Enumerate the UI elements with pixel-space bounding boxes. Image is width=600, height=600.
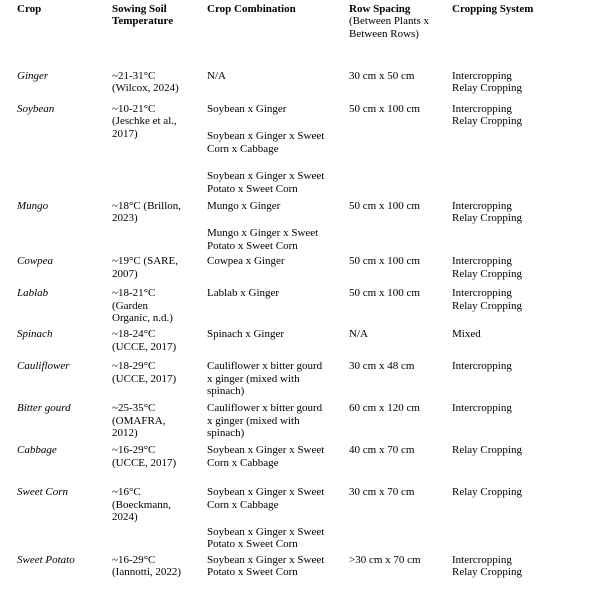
crop-cell xyxy=(17,357,112,399)
cropping-system-line: Intercropping xyxy=(452,200,512,212)
cropping-system-line: Relay Cropping xyxy=(452,566,522,579)
temperature-line: ~25-35°C xyxy=(112,402,156,415)
cropping-system-line: Relay Cropping xyxy=(452,267,522,280)
table-row xyxy=(17,325,600,357)
combination-line: Mungo x Ginger x Sweet xyxy=(207,227,319,240)
header-subline: Between Rows) xyxy=(349,27,419,40)
combination-line: Corn x Cabbage xyxy=(207,142,279,155)
row-spacing-value: 50 cm x 100 cm xyxy=(349,200,420,212)
crop-name: Cabbage xyxy=(17,444,57,457)
combination-line: Soybean x Ginger x Sweet xyxy=(207,526,325,539)
header-line: Temperature xyxy=(112,15,174,28)
crop-cell xyxy=(17,441,112,483)
crop-combination-table xyxy=(17,0,600,598)
temperature-line: (Boeckmann, xyxy=(112,498,171,511)
crop-cell xyxy=(17,399,112,441)
row-spacing-cell xyxy=(349,483,452,551)
cropping-system-cell xyxy=(452,483,600,551)
cropping-system-line: Relay Cropping xyxy=(452,444,522,457)
combination-entry xyxy=(207,287,343,299)
column-header-row-spacing xyxy=(349,0,452,67)
header-subline: (Between Plants x xyxy=(349,15,430,28)
temperature-line: 2024) xyxy=(112,511,138,524)
temperature-cell xyxy=(112,67,207,100)
combination-line: Potato x Sweet Corn xyxy=(207,566,298,579)
temperature-line: (OMAFRA, xyxy=(112,414,166,427)
row-spacing-value: 30 cm x 70 cm xyxy=(349,486,415,499)
combination-line: Cauliflower x bitter gourd xyxy=(207,360,323,373)
temperature-cell xyxy=(112,325,207,357)
combination-line: x ginger (mixed with xyxy=(207,414,300,427)
temperature-cell xyxy=(112,357,207,399)
header-line: Cropping System xyxy=(452,3,534,15)
row-spacing-value: 50 cm x 100 cm xyxy=(349,287,420,300)
table-row xyxy=(17,100,600,197)
combination-cell xyxy=(207,551,349,598)
combination-line: Soybean x Ginger xyxy=(207,103,287,115)
header-line: Sowing Soil xyxy=(112,3,167,15)
combination-cell xyxy=(207,325,349,357)
cropping-system-line: Relay Cropping xyxy=(452,486,522,499)
temperature-cell xyxy=(112,100,207,197)
cropping-system-line: Relay Cropping xyxy=(452,212,522,225)
header-line: Crop Combination xyxy=(207,3,296,15)
combination-line: Potato x Sweet Corn xyxy=(207,538,298,551)
temperature-line: ~18-29°C xyxy=(112,360,156,373)
row-spacing-cell xyxy=(349,357,452,399)
column-header-cropping-system xyxy=(452,0,600,67)
cropping-system-cell xyxy=(452,325,600,357)
combination-line: x ginger (mixed with xyxy=(207,372,300,385)
table-row xyxy=(17,551,600,598)
temperature-line: 2007) xyxy=(112,267,138,280)
combination-line: Potato x Sweet Corn xyxy=(207,239,298,252)
combination-entry xyxy=(207,130,343,155)
temperature-line: ~10-21°C xyxy=(112,103,156,115)
temperature-line: Organic, n.d.) xyxy=(112,312,173,325)
table-row xyxy=(17,399,600,441)
row-spacing-cell xyxy=(349,284,452,325)
combination-entry xyxy=(207,255,343,267)
table-head xyxy=(17,0,600,67)
row-spacing-cell xyxy=(349,197,452,252)
combination-entry xyxy=(207,554,343,579)
combination-cell xyxy=(207,399,349,441)
crop-name: Lablab xyxy=(17,287,49,300)
row-spacing-cell xyxy=(349,441,452,483)
cropping-system-line: Relay Cropping xyxy=(452,299,522,312)
combination-entry xyxy=(207,526,343,551)
cropping-system-cell xyxy=(452,357,600,399)
crop-cell xyxy=(17,284,112,325)
combination-cell xyxy=(207,441,349,483)
crop-name: Cauliflower xyxy=(17,360,70,373)
combination-entry xyxy=(207,360,343,397)
table-row xyxy=(17,67,600,100)
table-row xyxy=(17,197,600,252)
temperature-line: (Garden xyxy=(112,299,149,312)
combination-cell xyxy=(207,100,349,197)
temperature-cell xyxy=(112,551,207,598)
row-spacing-value: 30 cm x 50 cm xyxy=(349,70,415,82)
crop-name: Cowpea xyxy=(17,255,54,268)
temperature-line: 2017) xyxy=(112,127,138,140)
combination-entry xyxy=(207,170,343,195)
cropping-system-line: Intercropping xyxy=(452,360,512,373)
row-spacing-value: 60 cm x 120 cm xyxy=(349,402,420,415)
combination-entry xyxy=(207,444,343,469)
cropping-system-cell xyxy=(452,399,600,441)
combination-entry xyxy=(207,227,343,252)
table-row xyxy=(17,357,600,399)
temperature-cell xyxy=(112,441,207,483)
temperature-line: 2023) xyxy=(112,212,138,225)
combination-line: Corn x Cabbage xyxy=(207,456,279,469)
combination-cell xyxy=(207,67,349,100)
combination-line: spinach) xyxy=(207,427,245,440)
temperature-line: ~18-24°C xyxy=(112,328,156,341)
temperature-cell xyxy=(112,483,207,551)
crop-name: Mungo xyxy=(17,200,49,212)
row-spacing-value: 50 cm x 100 cm xyxy=(349,103,420,115)
combination-line: Soybean x Ginger x Sweet xyxy=(207,444,325,457)
header-line: Crop xyxy=(17,3,42,15)
combination-entry xyxy=(207,200,343,212)
column-header-crop-combination xyxy=(207,0,349,67)
combination-line: Cauliflower x bitter gourd xyxy=(207,402,323,415)
crop-name: Spinach xyxy=(17,328,53,341)
temperature-line: (Iannotti, 2022) xyxy=(112,566,182,579)
temperature-line: (UCCE, 2017) xyxy=(112,456,177,469)
crop-cell xyxy=(17,252,112,284)
temperature-line: (Wilcox, 2024) xyxy=(112,82,179,95)
temperature-cell xyxy=(112,197,207,252)
temperature-line: (UCCE, 2017) xyxy=(112,340,177,353)
combination-entry xyxy=(207,402,343,439)
row-spacing-value: 50 cm x 100 cm xyxy=(349,255,420,268)
cropping-system-cell xyxy=(452,284,600,325)
combination-line: Lablab x Ginger xyxy=(207,287,280,300)
table-header-row xyxy=(17,0,600,67)
crop-cell xyxy=(17,483,112,551)
temperature-line: 2012) xyxy=(112,427,138,440)
header-line: Row Spacing xyxy=(349,3,411,15)
cropping-system-cell xyxy=(452,100,600,197)
cropping-system-line: Intercropping xyxy=(452,402,512,415)
row-spacing-cell xyxy=(349,252,452,284)
crop-name: Bitter gourd xyxy=(17,402,71,415)
combination-line: Soybean x Ginger x Sweet xyxy=(207,170,325,183)
cropping-system-line: Intercropping xyxy=(452,70,512,82)
combination-line: Soybean x Ginger x Sweet xyxy=(207,486,325,499)
row-spacing-cell xyxy=(349,551,452,598)
row-spacing-cell xyxy=(349,100,452,197)
cropping-system-line: Intercropping xyxy=(452,287,512,300)
table-body xyxy=(17,67,600,598)
row-spacing-value: 40 cm x 70 cm xyxy=(349,444,415,457)
combination-line: Potato x Sweet Corn xyxy=(207,182,298,195)
column-header-sowing-soil-temperature xyxy=(112,0,207,67)
crop-cell xyxy=(17,197,112,252)
combination-line: Corn x Cabbage xyxy=(207,498,279,511)
crop-name: Ginger xyxy=(17,70,49,82)
crop-name: Sweet Corn xyxy=(17,486,69,499)
combination-cell xyxy=(207,357,349,399)
combination-line: N/A xyxy=(207,70,226,82)
combination-line: spinach) xyxy=(207,385,245,398)
table-row xyxy=(17,483,600,551)
cropping-system-cell xyxy=(452,551,600,598)
table-row xyxy=(17,284,600,325)
combination-cell xyxy=(207,483,349,551)
cropping-system-line: Mixed xyxy=(452,328,481,341)
row-spacing-cell xyxy=(349,67,452,100)
temperature-line: (UCCE, 2017) xyxy=(112,372,177,385)
cropping-system-line: Intercropping xyxy=(452,255,512,268)
row-spacing-value: N/A xyxy=(349,328,368,341)
table-row xyxy=(17,441,600,483)
temperature-line: ~16-29°C xyxy=(112,553,156,566)
crop-cell xyxy=(17,100,112,197)
cropping-system-line: Intercropping xyxy=(452,553,512,566)
combination-entry xyxy=(207,486,343,511)
combination-cell xyxy=(207,197,349,252)
cropping-system-cell xyxy=(452,67,600,100)
cropping-system-line: Relay Cropping xyxy=(452,82,522,95)
combination-entry xyxy=(207,103,343,115)
cropping-system-cell xyxy=(452,252,600,284)
cropping-system-line: Relay Cropping xyxy=(452,115,522,128)
combination-line: Soybean x Ginger x Sweet xyxy=(207,130,325,143)
cropping-system-cell xyxy=(452,441,600,483)
combination-entry xyxy=(207,70,343,82)
temperature-line: ~19°C (SARE, xyxy=(112,255,178,268)
table-row xyxy=(17,252,600,284)
temperature-cell xyxy=(112,399,207,441)
temperature-line: ~21-31°C xyxy=(112,70,156,82)
temperature-cell xyxy=(112,284,207,325)
temperature-line: ~16-29°C xyxy=(112,444,156,457)
column-header-crop xyxy=(17,0,112,67)
row-spacing-cell xyxy=(349,325,452,357)
temperature-line: ~16°C xyxy=(112,486,141,499)
crop-name: Sweet Potato xyxy=(17,553,75,566)
cropping-system-line: Intercropping xyxy=(452,103,512,115)
crop-cell xyxy=(17,551,112,598)
combination-line: Mungo x Ginger xyxy=(207,200,281,212)
combination-line: Soybean x Ginger x Sweet xyxy=(207,553,325,566)
temperature-line: ~18°C (Brillon, xyxy=(112,200,182,212)
temperature-line: ~18-21°C xyxy=(112,287,156,300)
temperature-line: (Jeschke et al., xyxy=(112,115,177,128)
temperature-cell xyxy=(112,252,207,284)
crop-name: Soybean xyxy=(17,103,55,115)
crop-cell xyxy=(17,67,112,100)
row-spacing-cell xyxy=(349,399,452,441)
combination-cell xyxy=(207,284,349,325)
combination-line: Spinach x Ginger xyxy=(207,328,284,341)
row-spacing-value: >30 cm x 70 cm xyxy=(349,553,421,566)
combination-cell xyxy=(207,252,349,284)
combination-line: Cowpea x Ginger xyxy=(207,255,285,268)
cropping-system-cell xyxy=(452,197,600,252)
crop-cell xyxy=(17,325,112,357)
combination-entry xyxy=(207,328,343,340)
row-spacing-value: 30 cm x 48 cm xyxy=(349,360,415,373)
